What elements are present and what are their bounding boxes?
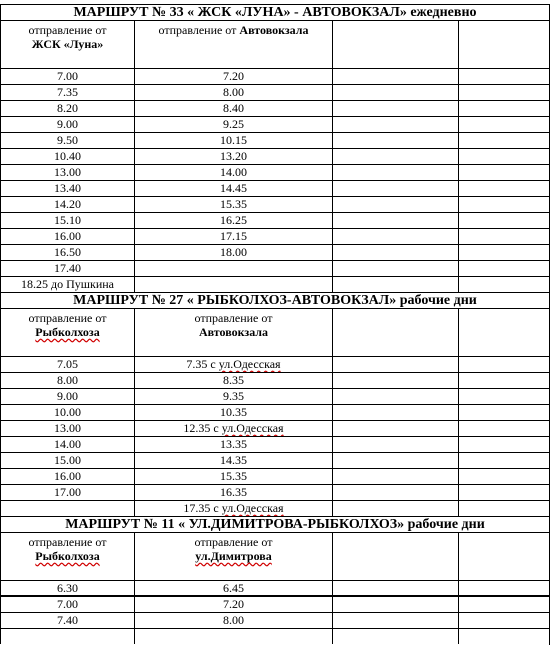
empty-cell	[458, 116, 549, 132]
departure-time-from-a	[0, 500, 134, 516]
departure-time-from-a: 9.50	[0, 132, 134, 148]
departure-time-from-b: 6.45	[134, 580, 332, 596]
empty-cell	[458, 484, 549, 500]
empty-cell	[332, 100, 458, 116]
departure-time-from-b: 10.15	[134, 132, 332, 148]
empty-cell	[332, 196, 458, 212]
departure-time-from-a: 15.00	[0, 452, 134, 468]
departure-time-from-a: 13.00	[0, 420, 134, 436]
column-header: отправление от Автовокзала	[134, 308, 332, 356]
route-title-days: рабочие дни	[399, 293, 477, 308]
column-header: отправление от Автовокзала	[134, 20, 332, 68]
route-title-name: МАРШРУТ № 27 « РЫБКОЛХОЗ-АВТОВОКЗАЛ»	[73, 293, 400, 308]
empty-cell	[458, 452, 549, 468]
departure-time-from-b: 12.35 с ул.Одесская	[134, 420, 332, 436]
departure-time-from-b: 15.35	[134, 196, 332, 212]
empty-cell	[458, 260, 549, 276]
departure-time-from-b: 18.00	[134, 244, 332, 260]
departure-time-from-b: 8.35	[134, 372, 332, 388]
empty-cell	[458, 276, 549, 292]
empty-cell	[458, 388, 549, 404]
departure-time-from-a: 16.00	[0, 468, 134, 484]
empty-cell	[458, 500, 549, 516]
empty-cell	[458, 148, 549, 164]
departure-time-from-a: 9.00	[0, 388, 134, 404]
empty-cell	[458, 372, 549, 388]
departure-time-from-b: 7.35 с ул.Одесская	[134, 356, 332, 372]
departure-time-from-b: 16.35	[134, 484, 332, 500]
departure-time-from-a: 14.00	[0, 436, 134, 452]
empty-cell	[332, 580, 458, 596]
departure-time-from-a: 16.00	[0, 228, 134, 244]
route-title-name: МАРШРУТ № 33 « ЖСК «ЛУНА» - АВТОВОКЗАЛ»	[73, 5, 411, 20]
empty-header-cell	[458, 308, 549, 356]
empty-cell	[332, 116, 458, 132]
departure-time-from-b: 7.20	[134, 596, 332, 612]
departure-time-from-a: 17.40	[0, 260, 134, 276]
empty-cell	[332, 484, 458, 500]
route-title	[0, 516, 549, 532]
departure-time-from-b: 14.45	[134, 180, 332, 196]
departure-time-from-b: 13.35	[134, 436, 332, 452]
departure-time-from-a: 7.35	[0, 84, 134, 100]
column-header: отправление от ЖСК «Луна»	[0, 20, 134, 68]
departure-time-from-b: 10.35	[134, 404, 332, 420]
empty-cell	[332, 436, 458, 452]
empty-cell	[332, 276, 458, 292]
empty-cell	[458, 612, 549, 628]
empty-cell	[332, 356, 458, 372]
empty-cell	[332, 468, 458, 484]
empty-cell	[458, 228, 549, 244]
route-title	[0, 4, 549, 20]
empty-cell	[458, 244, 549, 260]
departure-time-from-a: 6.30	[0, 580, 134, 596]
empty-cell	[458, 404, 549, 420]
departure-time-from-b: 15.35	[134, 468, 332, 484]
departure-time-from-b: 9.35	[134, 388, 332, 404]
empty-cell	[458, 356, 549, 372]
empty-cell	[332, 68, 458, 84]
departure-time-from-a: 18.25 до Пушкина	[0, 276, 134, 292]
empty-header-cell	[458, 532, 549, 580]
departure-time-from-b: 7.20	[134, 68, 332, 84]
empty-cell	[332, 404, 458, 420]
empty-cell	[458, 68, 549, 84]
empty-cell	[332, 596, 458, 612]
empty-cell	[332, 244, 458, 260]
empty-cell	[458, 596, 549, 612]
empty-cell	[458, 84, 549, 100]
departure-time-from-a: 15.10	[0, 212, 134, 228]
departure-time-from-a: 7.40	[0, 612, 134, 628]
departure-time-from-b: 8.00	[134, 84, 332, 100]
empty-cell	[332, 420, 458, 436]
empty-cell	[332, 180, 458, 196]
departure-time-from-a: 8.20	[0, 100, 134, 116]
empty-cell	[458, 436, 549, 452]
departure-time-from-a: 10.00	[0, 404, 134, 420]
empty-cell	[332, 132, 458, 148]
departure-time-from-b	[134, 628, 332, 644]
departure-time-from-a: 10.40	[0, 148, 134, 164]
departure-time-from-a	[0, 628, 134, 644]
section-divider	[0, 595, 550, 597]
empty-cell	[332, 372, 458, 388]
departure-time-from-a: 8.00	[0, 372, 134, 388]
empty-cell	[458, 132, 549, 148]
departure-time-from-a: 7.00	[0, 596, 134, 612]
empty-cell	[458, 580, 549, 596]
empty-cell	[458, 212, 549, 228]
empty-header-cell	[332, 532, 458, 580]
empty-cell	[458, 196, 549, 212]
column-header: отправление от Рыбколхоза	[0, 308, 134, 356]
departure-time-from-b: 13.20	[134, 148, 332, 164]
departure-time-from-a: 13.40	[0, 180, 134, 196]
departure-time-from-a: 17.00	[0, 484, 134, 500]
empty-cell	[332, 260, 458, 276]
departure-time-from-a: 14.20	[0, 196, 134, 212]
column-header: отправление от Рыбколхоза	[0, 532, 134, 580]
column-header: отправление от ул.Димитрова	[134, 532, 332, 580]
departure-time-from-b: 14.35	[134, 452, 332, 468]
empty-cell	[458, 100, 549, 116]
empty-cell	[332, 84, 458, 100]
route-title	[0, 292, 549, 308]
departure-time-from-b: 17.35 с ул.Одесская	[134, 500, 332, 516]
empty-cell	[332, 452, 458, 468]
departure-time-from-b: 16.25	[134, 212, 332, 228]
empty-header-cell	[458, 20, 549, 68]
empty-cell	[332, 500, 458, 516]
route-title-days: ежедневно	[410, 5, 477, 20]
departure-time-from-a: 16.50	[0, 244, 134, 260]
empty-cell	[332, 228, 458, 244]
departure-time-from-b: 8.40	[134, 100, 332, 116]
empty-cell	[332, 612, 458, 628]
departure-time-from-b: 14.00	[134, 164, 332, 180]
departure-time-from-a: 13.00	[0, 164, 134, 180]
departure-time-from-b	[134, 276, 332, 292]
departure-time-from-a: 7.00	[0, 68, 134, 84]
route-title-name: МАРШРУТ № 11 « УЛ.ДИМИТРОВА-РЫБКОЛХОЗ»	[65, 517, 408, 532]
empty-cell	[458, 420, 549, 436]
empty-cell	[332, 148, 458, 164]
empty-cell	[458, 468, 549, 484]
empty-cell	[332, 212, 458, 228]
departure-time-from-a: 9.00	[0, 116, 134, 132]
empty-cell	[458, 164, 549, 180]
empty-header-cell	[332, 20, 458, 68]
departure-time-from-b: 8.00	[134, 612, 332, 628]
empty-cell	[332, 388, 458, 404]
departure-time-from-a: 7.05	[0, 356, 134, 372]
departure-time-from-b: 17.15	[134, 228, 332, 244]
empty-cell	[458, 180, 549, 196]
empty-cell	[458, 628, 549, 644]
departure-time-from-b: 9.25	[134, 116, 332, 132]
route-title-days: рабочие дни	[407, 517, 485, 532]
departure-time-from-b	[134, 260, 332, 276]
empty-cell	[332, 628, 458, 644]
empty-cell	[332, 164, 458, 180]
empty-header-cell	[332, 308, 458, 356]
